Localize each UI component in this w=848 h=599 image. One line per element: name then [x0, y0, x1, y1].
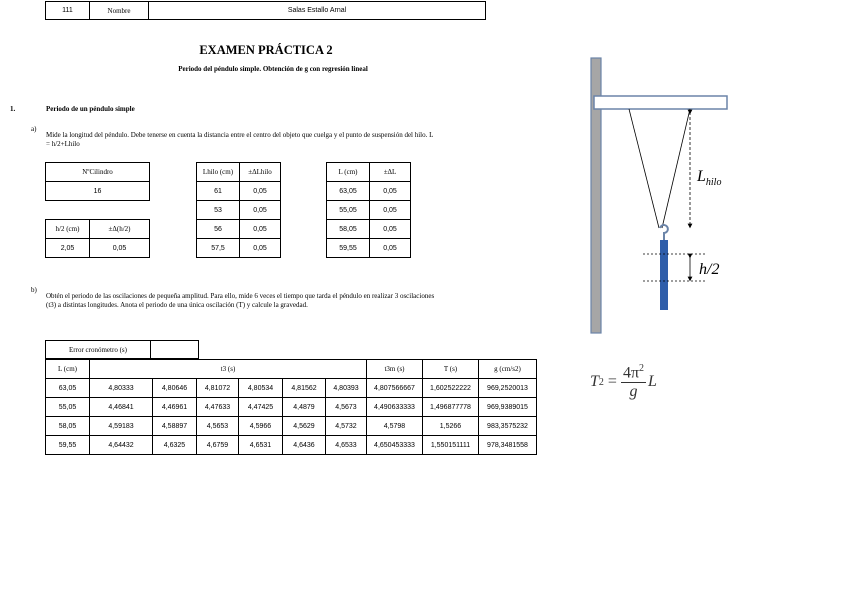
l-cell: 0,05 [370, 220, 411, 239]
cell: 4,5732 [326, 417, 367, 436]
cell: 4,80534 [239, 379, 283, 398]
cell: 4,650453333 [367, 436, 423, 455]
cylinder-value: 16 [46, 182, 150, 201]
col-l-header: L (cm) [46, 360, 90, 379]
lhilo-cell: 53 [197, 201, 240, 220]
table-row [46, 436, 537, 455]
error-label: Error cronómetro (s) [45, 340, 151, 359]
lhilo-cell: 61 [197, 182, 240, 201]
cell: 63,05 [46, 379, 90, 398]
item-b-text-line1: Obtén el periodo de las oscilaciones de pequeña amplitud. Para ello, mide 6 veces el tiempo que tarda el péndulo en realizar 3 oscilaciones [46, 292, 435, 300]
cell: 969,9389015 [479, 398, 537, 417]
table-row [46, 398, 537, 417]
h-col1: h/2 (cm) [46, 220, 90, 239]
cell: 4,81072 [197, 379, 239, 398]
cell: 1,550151111 [423, 436, 479, 455]
main-table [45, 359, 537, 455]
l-cell: 0,05 [370, 201, 411, 220]
lhilo-cell: 0,05 [240, 182, 281, 201]
lhilo-col2: ±ΔLhilo [240, 163, 281, 182]
name-label: Nombre [89, 1, 149, 20]
cell: 4,490633333 [367, 398, 423, 417]
cell: 4,58897 [153, 417, 197, 436]
support-beam [594, 96, 727, 109]
cell: 4,47425 [239, 398, 283, 417]
h-table [45, 219, 150, 258]
cell: 4,6531 [239, 436, 283, 455]
cell: 4,5653 [197, 417, 239, 436]
cell: 4,807566667 [367, 379, 423, 398]
table-row [46, 379, 537, 398]
lhilo-table [196, 162, 281, 258]
lhilo-cell: 0,05 [240, 239, 281, 258]
section-heading: Periodo de un péndulo simple [46, 105, 135, 113]
l-cell: 58,05 [327, 220, 370, 239]
document-subtitle: Periodo del péndulo simple. Obtención de g con regresión lineal [178, 65, 368, 73]
lhilo-cell: 0,05 [240, 201, 281, 220]
document-title: EXAMEN PRÁCTICA 2 [199, 43, 333, 57]
cell: 969,2520013 [479, 379, 537, 398]
lhilo-cell: 56 [197, 220, 240, 239]
item-a-marker: a) [31, 125, 37, 133]
h-val2: 0,05 [90, 239, 150, 258]
formula-lhs: T [590, 373, 599, 391]
cell: 4,4879 [283, 398, 326, 417]
l-cell: 55,05 [327, 201, 370, 220]
cell: 4,6436 [283, 436, 326, 455]
pendulum-figure [580, 50, 740, 340]
cylinder-table [45, 162, 150, 201]
formula-eq: = [607, 373, 617, 391]
cell: 4,6759 [197, 436, 239, 455]
formula-fraction [621, 363, 646, 401]
table-row [46, 417, 537, 436]
item-a-text-line1: Mide la longitud del péndulo. Debe tenerse en cuenta la distancia entre el centro del objeto que cuelga y el punto de suspensión del hilo. L [46, 131, 434, 139]
cell: 1,5266 [423, 417, 479, 436]
l-cell: 63,05 [327, 182, 370, 201]
formula-exp: 2 [598, 376, 604, 388]
lhilo-cell: 0,05 [240, 220, 281, 239]
formula-den: g [629, 383, 638, 401]
cell: 983,3575232 [479, 417, 537, 436]
l-table [326, 162, 411, 258]
item-b-marker: b) [31, 286, 37, 294]
cell: 4,5629 [283, 417, 326, 436]
cell: 4,81562 [283, 379, 326, 398]
col-g-header: g (cm/s2) [479, 360, 537, 379]
l-col1: L (cm) [327, 163, 370, 182]
lhilo-label: $L_{hilo}$ [697, 168, 722, 188]
l-col2: ±ΔL [370, 163, 411, 182]
error-value [150, 340, 199, 359]
cell: 59,55 [46, 436, 90, 455]
cell: 4,46961 [153, 398, 197, 417]
formula-num: 4π [622, 364, 640, 382]
student-number: 111 [45, 1, 90, 20]
col-t-header: T (s) [423, 360, 479, 379]
cell: 1,496877778 [423, 398, 479, 417]
hanging-cylinder [660, 240, 668, 310]
thread-left [629, 109, 659, 228]
cell: 4,5798 [367, 417, 423, 436]
h-val1: 2,05 [46, 239, 90, 258]
col-t3m-header: t3m (s) [367, 360, 423, 379]
l-cell: 0,05 [370, 182, 411, 201]
lhilo-cell: 57,5 [197, 239, 240, 258]
cell: 55,05 [46, 398, 90, 417]
l-cell: 59,55 [327, 239, 370, 258]
item-a-text-line2: = h/2+Lhilo [46, 140, 80, 148]
cell: 1,602522222 [423, 379, 479, 398]
cell: 4,80646 [153, 379, 197, 398]
cell: 4,5966 [239, 417, 283, 436]
cell: 58,05 [46, 417, 90, 436]
col-t3-header: t3 (s) [90, 360, 367, 379]
cell: 4,6533 [326, 436, 367, 455]
cell: 4,5673 [326, 398, 367, 417]
cylinder-header: NºCilindro [46, 163, 150, 182]
cell: 4,47633 [197, 398, 239, 417]
cell: 4,80393 [326, 379, 367, 398]
cell: 978,3481558 [479, 436, 537, 455]
cell: 4,6325 [153, 436, 197, 455]
item-b-text-line2: (t3) a distintas longitudes. Anota el periodo de una única oscilación (T) y calcule la gravedad. [46, 301, 308, 309]
formula-var: L [648, 373, 657, 391]
lhilo-col1: Lhilo (cm) [197, 163, 240, 182]
cell: 4,59183 [90, 417, 153, 436]
l-cell: 0,05 [370, 239, 411, 258]
period-formula [590, 363, 657, 401]
section-number: 1. [10, 105, 16, 113]
cell: 4,46841 [90, 398, 153, 417]
hook [660, 225, 668, 240]
h-col2: ±Δ(h/2) [90, 220, 150, 239]
thread-right [662, 109, 690, 228]
cell: 4,80333 [90, 379, 153, 398]
h2-label: h/2 [699, 261, 720, 278]
name-value: Salas Estallo Arnal [148, 1, 486, 20]
cell: 4,64432 [90, 436, 153, 455]
formula-num-exp: 2 [639, 363, 645, 374]
